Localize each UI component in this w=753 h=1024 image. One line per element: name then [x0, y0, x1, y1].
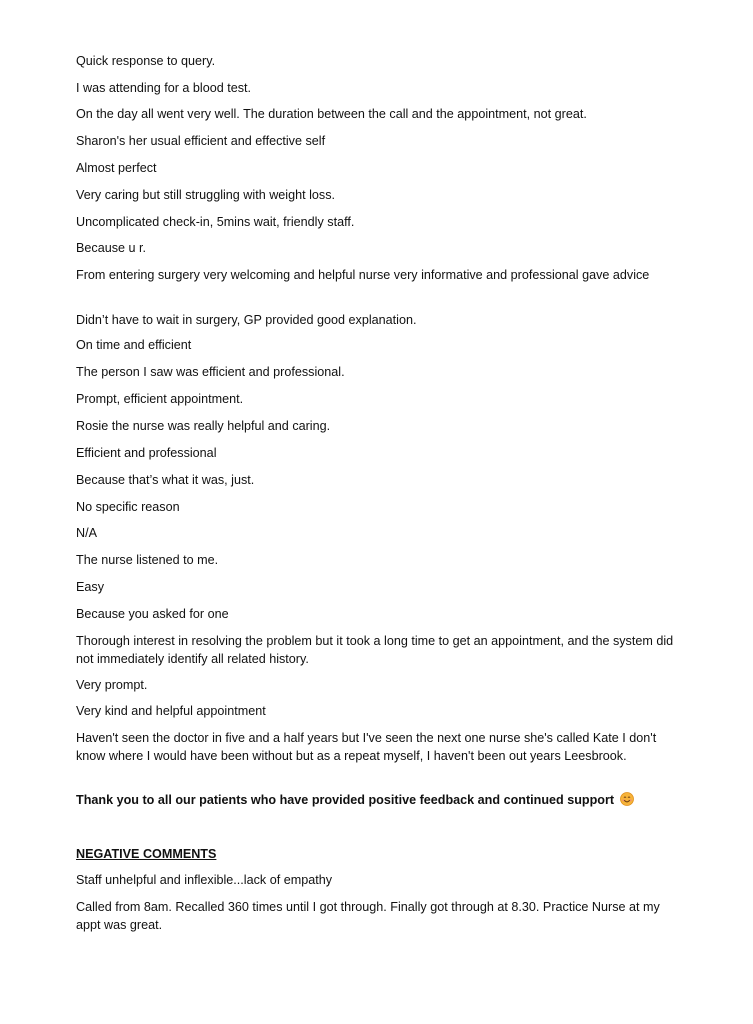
positive-comment: From entering surgery very welcoming and helpful nurse very informative and professional gave advice — [76, 268, 650, 282]
positive-comment: Uncomplicated check-in, 5mins wait, friendly staff. — [76, 215, 355, 229]
positive-comment: Because u r. — [76, 241, 147, 255]
positive-comment: Rosie the nurse was really helpful and caring. — [76, 419, 331, 433]
positive-comment: On the day all went very well. The duration between the call and the appointment, not great. — [76, 107, 587, 121]
thank-you-text: Thank you to all our patients who have provided positive feedback and continued support — [76, 793, 615, 807]
positive-comment: No specific reason — [76, 500, 180, 514]
positive-comment: Efficient and professional — [76, 446, 217, 460]
positive-comment: Didn’t have to wait in surgery, GP provided good explanation. — [76, 313, 417, 327]
smiling-face-icon — [620, 792, 634, 806]
negative-comment: Called from 8am. Recalled 360 times until I got through. Finally got through at 8.30. Practice Nurse at my appt was great. — [76, 900, 660, 932]
positive-comment: On time and efficient — [76, 338, 192, 352]
positive-comment: Quick response to query. — [76, 54, 216, 68]
thank-you-note — [76, 791, 696, 809]
positive-comment: Very caring but still struggling with weight loss. — [76, 188, 335, 202]
positive-comment: The nurse listened to me. — [76, 553, 219, 567]
positive-comment: Thorough interest in resolving the problem but it took a long time to get an appointment, and the system did not immediately identify all related history. — [76, 634, 674, 666]
positive-comment: Prompt, efficient appointment. — [76, 392, 244, 406]
positive-comment: Because you asked for one — [76, 607, 229, 621]
positive-comment: Very kind and helpful appointment — [76, 704, 266, 718]
positive-comment: Very prompt. — [76, 678, 148, 692]
positive-comment: I was attending for a blood test. — [76, 81, 252, 95]
positive-comment: The person I saw was efficient and professional. — [76, 365, 345, 379]
positive-comment: Almost perfect — [76, 161, 157, 175]
positive-comment: Easy — [76, 580, 104, 594]
positive-comment: N/A — [76, 526, 97, 540]
negative-comment: Staff unhelpful and inflexible...lack of empathy — [76, 873, 333, 887]
negative-comments-heading: NEGATIVE COMMENTS — [76, 847, 217, 861]
positive-comment: Haven't seen the doctor in five and a half years but I've seen the next one nurse she's called Kate I don't know where I would have been without but as a repeat myself, I haven't been out years Leesbrook. — [76, 731, 657, 763]
positive-comment: Because that’s what it was, just. — [76, 473, 255, 487]
positive-comment: Sharon's her usual efficient and effective self — [76, 134, 326, 148]
